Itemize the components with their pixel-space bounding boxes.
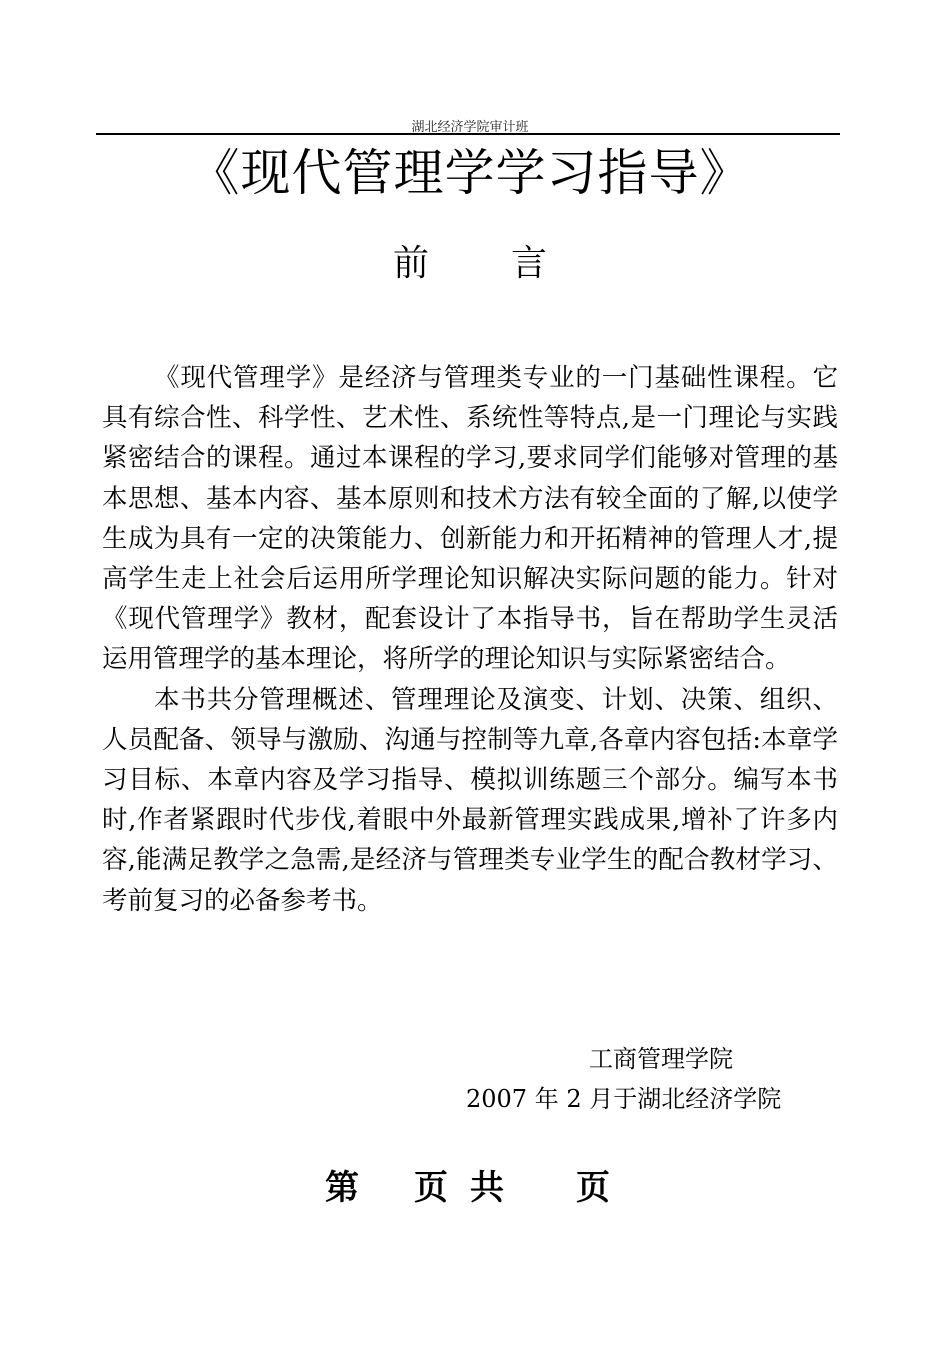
signature-organization: 工商管理学院 [589,1045,733,1073]
preface-heading [0,238,940,290]
preface-heading-char-1: 前 [392,243,429,284]
header-rule [96,133,840,135]
running-header: 湖北经济学院审计班 [411,120,529,135]
footer-page-unit: 页 [414,1168,448,1208]
signature-date-place: 2007 年 2 月于湖北经济学院 [466,1085,782,1113]
preface-heading-char-2: 言 [511,243,548,284]
footer-page-label: 第 [325,1168,359,1208]
footer-total-unit: 页 [576,1168,610,1208]
preface-paragraph-1: 《现代管理学》是经济与管理类专业的一门基础性课程。它具有综合性、科学性、艺术性、系统性等特点,是一门理论与实践紧密结合的课程。通过本课程的学习,要求同学们能够对管理的基本思想、基本内容、基本原则和技术方法有较全面的了解,以使学生成为具有一定的决策能力、创新能力和开拓精神的管理人才,提高学生走上社会后运用所学理论知识解决实际问题的能力。针对《现代管理学》教材，配套设计了本指导书，旨在帮助学生灵活运用管理学的基本理论，将所学的理论知识与实际紧密结合。 [102,363,838,675]
preface-body [102,358,838,921]
document-title: 《现代管理学学习指导》 [189,144,751,202]
footer-total-label: 共 [470,1168,504,1208]
preface-paragraph-2: 本书共分管理概述、管理理论及演变、计划、决策、组织、人员配备、领导与激励、沟通与控制等九章,各章内容包括:本章学习目标、本章内容及学习指导、模拟训练题三个部分。编写本书时,作者紧跟时代步伐,着眼中外最新管理实践成果,增补了许多内容,能满足教学之急需,是经济与管理类专业学生的配合教材学习、考前复习的必备参考书。 [102,684,838,916]
